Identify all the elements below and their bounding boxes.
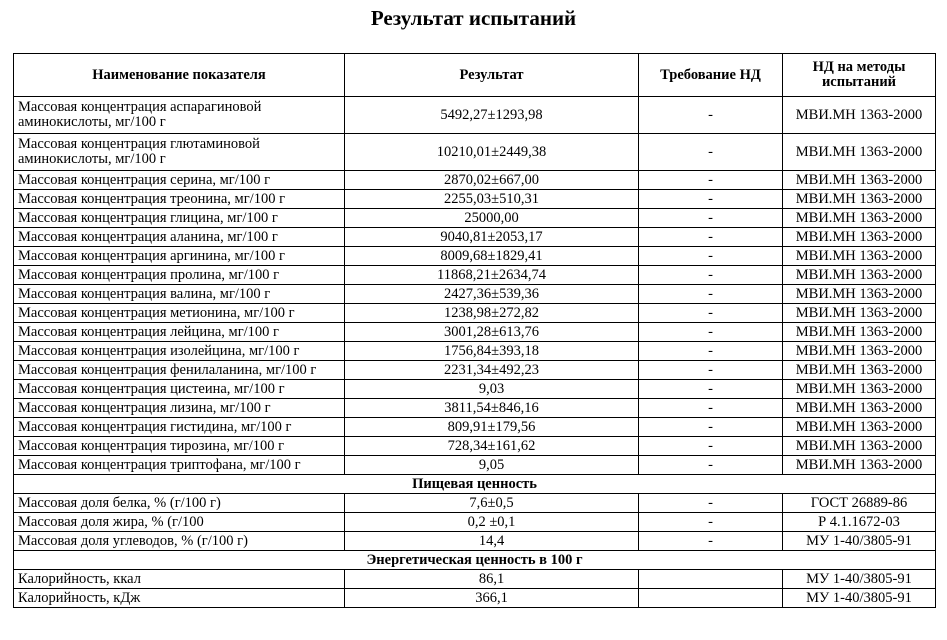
table-row: [14, 190, 936, 209]
result-value: 7,6±0,5: [345, 494, 639, 513]
section-heading: Энергетическая ценность в 100 г: [14, 551, 936, 570]
requirement-value: -: [639, 247, 783, 266]
table-row: [14, 304, 936, 323]
indicator-name: Массовая концентрация глицина, мг/100 г: [14, 209, 345, 228]
result-value: 9,05: [345, 456, 639, 475]
requirement-value: -: [639, 285, 783, 304]
requirement-value: -: [639, 209, 783, 228]
requirement-value: -: [639, 532, 783, 551]
indicator-name: Массовая концентрация аланина, мг/100 г: [14, 228, 345, 247]
requirement-value: -: [639, 494, 783, 513]
method-value: МУ 1-40/3805-91: [783, 589, 936, 608]
indicator-name: Массовая концентрация серина, мг/100 г: [14, 171, 345, 190]
requirement-value: -: [639, 266, 783, 285]
result-value: 2255,03±510,31: [345, 190, 639, 209]
header-result: Результат: [345, 54, 639, 97]
method-value: МВИ.МН 1363-2000: [783, 323, 936, 342]
indicator-name: Массовая концентрация тирозина, мг/100 г: [14, 437, 345, 456]
requirement-value: -: [639, 342, 783, 361]
method-value: МВИ.МН 1363-2000: [783, 228, 936, 247]
header-requirement: Требование НД: [639, 54, 783, 97]
method-value: Р 4.1.1672-03: [783, 513, 936, 532]
table-row: [14, 247, 936, 266]
table-row: [14, 532, 936, 551]
method-value: МВИ.МН 1363-2000: [783, 247, 936, 266]
table-row: [14, 437, 936, 456]
indicator-name: Массовая концентрация аспарагиновой аминокислоты, мг/100 г: [14, 97, 345, 134]
method-value: МВИ.МН 1363-2000: [783, 266, 936, 285]
result-value: 9040,81±2053,17: [345, 228, 639, 247]
result-value: 14,4: [345, 532, 639, 551]
method-value: МВИ.МН 1363-2000: [783, 399, 936, 418]
table-row: [14, 97, 936, 134]
method-value: МВИ.МН 1363-2000: [783, 304, 936, 323]
result-value: 86,1: [345, 570, 639, 589]
requirement-value: -: [639, 171, 783, 190]
requirement-value: -: [639, 399, 783, 418]
indicator-name: Массовая концентрация аргинина, мг/100 г: [14, 247, 345, 266]
method-value: МВИ.МН 1363-2000: [783, 134, 936, 171]
result-value: 3001,28±613,76: [345, 323, 639, 342]
indicator-name: Массовая концентрация триптофана, мг/100 г: [14, 456, 345, 475]
result-value: 2427,36±539,36: [345, 285, 639, 304]
indicator-name: Массовая концентрация лейцина, мг/100 г: [14, 323, 345, 342]
method-value: МВИ.МН 1363-2000: [783, 361, 936, 380]
method-value: МВИ.МН 1363-2000: [783, 437, 936, 456]
method-value: МВИ.МН 1363-2000: [783, 285, 936, 304]
method-value: МВИ.МН 1363-2000: [783, 171, 936, 190]
result-value: 11868,21±2634,74: [345, 266, 639, 285]
nutrition-section-row: [14, 475, 936, 494]
requirement-value: -: [639, 323, 783, 342]
table-row: [14, 209, 936, 228]
indicator-name: Массовая доля белка, % (г/100 г): [14, 494, 345, 513]
method-value: МВИ.МН 1363-2000: [783, 190, 936, 209]
table-row: [14, 380, 936, 399]
requirement-value: -: [639, 418, 783, 437]
method-value: МВИ.МН 1363-2000: [783, 418, 936, 437]
result-value: 1756,84±393,18: [345, 342, 639, 361]
indicator-name: Массовая концентрация лизина, мг/100 г: [14, 399, 345, 418]
header-name: Наименование показателя: [14, 54, 345, 97]
table-row: [14, 589, 936, 608]
method-value: МВИ.МН 1363-2000: [783, 456, 936, 475]
indicator-name: Массовая доля углеводов, % (г/100 г): [14, 532, 345, 551]
requirement-value: [639, 589, 783, 608]
indicator-name: Массовая концентрация фенилаланина, мг/100 г: [14, 361, 345, 380]
result-value: 5492,27±1293,98: [345, 97, 639, 134]
indicator-name: Массовая доля жира, % (г/100: [14, 513, 345, 532]
indicator-name: Массовая концентрация изолейцина, мг/100 г: [14, 342, 345, 361]
requirement-value: -: [639, 228, 783, 247]
requirement-value: -: [639, 304, 783, 323]
table-row: [14, 494, 936, 513]
table-row: [14, 570, 936, 589]
requirement-value: -: [639, 456, 783, 475]
requirement-value: -: [639, 190, 783, 209]
requirement-value: -: [639, 380, 783, 399]
indicator-name: Массовая концентрация валина, мг/100 г: [14, 285, 345, 304]
table-row: [14, 228, 936, 247]
result-value: 366,1: [345, 589, 639, 608]
method-value: МУ 1-40/3805-91: [783, 570, 936, 589]
section-heading: Пищевая ценность: [14, 475, 936, 494]
requirement-value: -: [639, 361, 783, 380]
energy-section-row: [14, 551, 936, 570]
results-table: [13, 53, 936, 608]
method-value: МУ 1-40/3805-91: [783, 532, 936, 551]
requirement-value: -: [639, 437, 783, 456]
requirement-value: -: [639, 134, 783, 171]
table-row: [14, 342, 936, 361]
result-value: 0,2 ±0,1: [345, 513, 639, 532]
indicator-name: Массовая концентрация пролина, мг/100 г: [14, 266, 345, 285]
requirement-value: [639, 570, 783, 589]
requirement-value: -: [639, 97, 783, 134]
table-row: [14, 134, 936, 171]
table-body: [14, 97, 936, 608]
indicator-name: Массовая концентрация цистеина, мг/100 г: [14, 380, 345, 399]
indicator-name: Калорийность, ккал: [14, 570, 345, 589]
method-value: МВИ.МН 1363-2000: [783, 380, 936, 399]
result-value: 2231,34±492,23: [345, 361, 639, 380]
indicator-name: Массовая концентрация глютаминовой аминокислоты, мг/100 г: [14, 134, 345, 171]
result-value: 10210,01±2449,38: [345, 134, 639, 171]
table-row: [14, 399, 936, 418]
result-value: 728,34±161,62: [345, 437, 639, 456]
table-row: [14, 456, 936, 475]
result-value: 9,03: [345, 380, 639, 399]
indicator-name: Массовая концентрация треонина, мг/100 г: [14, 190, 345, 209]
table-row: [14, 513, 936, 532]
result-value: 809,91±179,56: [345, 418, 639, 437]
requirement-value: -: [639, 513, 783, 532]
table-row: [14, 266, 936, 285]
result-value: 1238,98±272,82: [345, 304, 639, 323]
method-value: МВИ.МН 1363-2000: [783, 209, 936, 228]
result-value: 8009,68±1829,41: [345, 247, 639, 266]
result-value: 3811,54±846,16: [345, 399, 639, 418]
table-row: [14, 285, 936, 304]
method-value: МВИ.МН 1363-2000: [783, 97, 936, 134]
header-method: НД на методы испытаний: [783, 54, 936, 97]
indicator-name: Массовая концентрация метионина, мг/100 г: [14, 304, 345, 323]
indicator-name: Калорийность, кДж: [14, 589, 345, 608]
document-title: Результат испытаний: [370, 6, 577, 30]
table-row: [14, 418, 936, 437]
result-value: 2870,02±667,00: [345, 171, 639, 190]
method-value: ГОСТ 26889-86: [783, 494, 936, 513]
table-header-row: [14, 54, 936, 97]
indicator-name: Массовая концентрация гистидина, мг/100 г: [14, 418, 345, 437]
table-row: [14, 361, 936, 380]
result-value: 25000,00: [345, 209, 639, 228]
method-value: МВИ.МН 1363-2000: [783, 342, 936, 361]
table-row: [14, 171, 936, 190]
table-row: [14, 323, 936, 342]
